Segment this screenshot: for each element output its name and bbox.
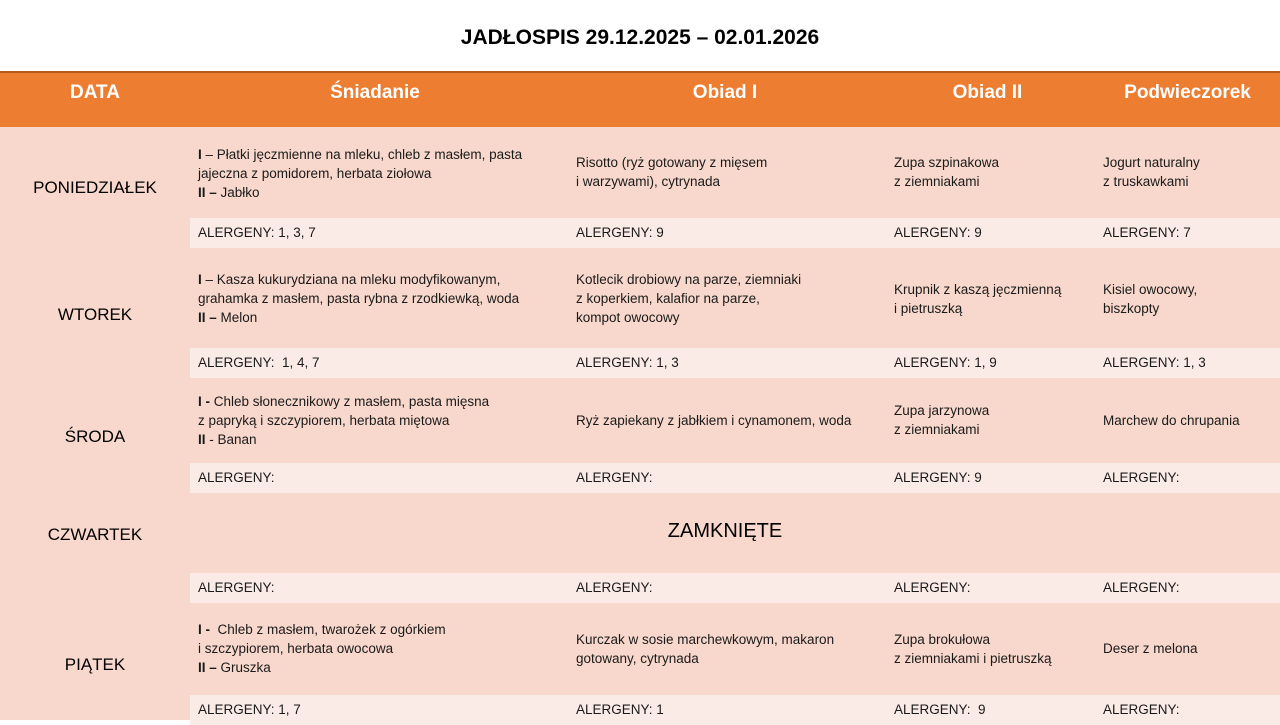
course-separator: – [205,310,221,325]
breakfast-cell [198,392,563,449]
lunch2-cell [894,630,1094,668]
breakfast-line [198,620,563,639]
allergens-text: ALERGENY: 1, 3 [1103,355,1206,370]
breakfast-line [198,289,563,308]
breakfast-text: Chleb słonecznikowy z masłem, pasta mięsna [213,394,490,409]
snack-line: z truskawkami [1103,174,1189,189]
header-breakfast: Śniadanie [330,82,420,103]
lunch1-cell [576,153,876,191]
day-name: PIĄTEK [64,655,126,674]
course-number: I [198,394,202,409]
snack-line: Kisiel owocowy, [1103,282,1198,297]
lunch1-cell [576,411,876,430]
day-name: ŚRODA [64,427,126,446]
allergens-text: ALERGENY: 9 [576,225,664,240]
lunch2-line: Zupa szpinakowa [894,155,1000,170]
breakfast-text: z papryką i szczypiorem, herbata miętowa [198,413,450,428]
breakfast-text: Gruszka [220,660,271,675]
breakfast-line [198,411,563,430]
lunch2-line: i pietruszką [894,301,963,316]
lunch1-line: i warzywami), cytrynada [576,174,721,189]
snack-cell [1103,153,1278,191]
allergens-text: ALERGENY: [1103,702,1180,717]
breakfast-text: Melon [220,310,258,325]
allergens-text: ALERGENY: [198,580,275,595]
allergens-text: ALERGENY: [198,470,275,485]
course-separator: - [205,432,218,447]
breakfast-text: Kasza kukurydziana na mleku modyfikowanym, [216,272,501,287]
lunch2-cell [894,280,1094,318]
lunch2-line: Krupnik z kaszą jęczmienną [894,282,1062,297]
lunch2-line: z ziemniakami i pietruszką [894,651,1052,666]
breakfast-text: Płatki jęczmienne na mleku, chleb z masłem, pasta [216,147,523,162]
breakfast-text: Chleb z masłem, twarożek z ogórkiem [217,622,446,637]
breakfast-line [198,308,563,327]
breakfast-line [198,392,563,411]
allergens-text: ALERGENY: 1 [576,702,664,717]
breakfast-cell [198,145,563,202]
lunch2-line: Zupa brokułowa [894,632,991,647]
allergens-text: ALERGENY: [894,580,971,595]
snack-line: Marchew do chrupania [1103,413,1240,428]
course-separator: – [201,272,217,287]
day-name: WTOREK [57,305,133,324]
course-number: I [198,147,202,162]
lunch1-line: gotowany, cytrynada [576,651,699,666]
breakfast-text: Jabłko [220,185,260,200]
allergens-text: ALERGENY: 1, 7 [198,702,301,717]
lunch1-line: Ryż zapiekany z jabłkiem i cynamonem, woda [576,413,852,428]
breakfast-text: jajeczna z pomidorem, herbata ziołowa [198,166,432,181]
allergens-text: ALERGENY: 9 [894,470,982,485]
lunch1-cell [576,270,876,327]
snack-line: biszkopty [1103,301,1160,316]
breakfast-line [198,270,563,289]
breakfast-cell [198,620,563,677]
lunch1-line: kompot owocowy [576,310,680,325]
lunch2-cell [894,401,1094,439]
allergens-text: ALERGENY: 1, 3, 7 [198,225,316,240]
allergens-text: ALERGENY: 9 [894,702,986,717]
snack-cell [1103,280,1278,318]
breakfast-line [198,639,563,658]
snack-line: Jogurt naturalny [1103,155,1200,170]
allergens-text: ALERGENY: [576,580,653,595]
day-name: PONIEDZIAŁEK [33,178,157,197]
allergens-text: ALERGENY: 1, 3 [576,355,679,370]
closed-label: ZAMKNIĘTE [667,520,783,542]
lunch1-line: z koperkiem, kalafior na parze, [576,291,760,306]
lunch1-line: Risotto (ryż gotowany z mięsem [576,155,768,170]
breakfast-line [198,183,563,202]
allergens-text: ALERGENY: [1103,580,1180,595]
allergens-text: ALERGENY: 9 [894,225,982,240]
day-name: CZWARTEK [47,525,143,544]
course-number: II [198,432,206,447]
breakfast-cell [198,270,563,327]
table-header [0,71,1280,127]
header-lunch1: Obiad I [692,82,758,103]
course-separator: – [205,660,221,675]
lunch2-line: z ziemniakami [894,174,980,189]
breakfast-line [198,145,563,164]
lunch2-line: z ziemniakami [894,422,980,437]
snack-cell [1103,639,1278,658]
lunch2-line: Zupa jarzynowa [894,403,990,418]
header-lunch2: Obiad II [952,82,1023,103]
allergens-text: ALERGENY: [576,470,653,485]
breakfast-text: grahamka z masłem, pasta rybna z rzodkiewką, woda [198,291,520,306]
lunch1-line: Kotlecik drobiowy na parze, ziemniaki [576,272,802,287]
breakfast-text: Banan [217,432,257,447]
lunch1-line: Kurczak w sosie marchewkowym, makaron [576,632,835,647]
lunch1-cell [576,630,876,668]
course-number: II [198,310,206,325]
snack-cell [1103,411,1278,430]
course-separator: – [205,185,221,200]
allergens-text: ALERGENY: 1, 4, 7 [198,355,320,370]
header-snack: Podwieczorek [1124,82,1251,103]
course-number: II [198,185,206,200]
allergens-text: ALERGENY: 7 [1103,225,1191,240]
course-number: I [198,272,202,287]
page-title: JADŁOSPIS 29.12.2025 – 02.01.2026 [460,26,820,49]
course-number: II [198,660,206,675]
allergens-text: ALERGENY: 1, 9 [894,355,997,370]
lunch2-cell [894,153,1094,191]
snack-line: Deser z melona [1103,641,1198,656]
course-separator: - [201,622,218,637]
course-separator: – [201,147,217,162]
breakfast-line [198,430,563,449]
course-separator: - [201,394,214,409]
breakfast-line [198,164,563,183]
header-data: DATA [70,82,120,103]
allergens-text: ALERGENY: [1103,470,1180,485]
breakfast-line [198,658,563,677]
course-number: I [198,622,202,637]
breakfast-text: i szczypiorem, herbata owocowa [198,641,394,656]
